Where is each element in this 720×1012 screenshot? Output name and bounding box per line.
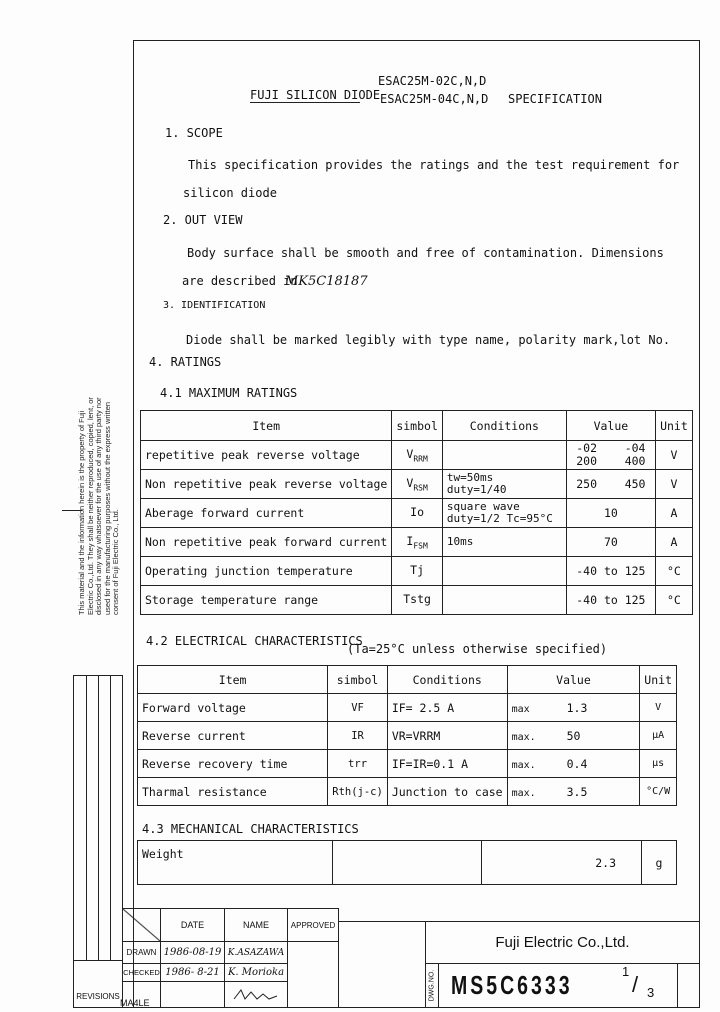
col-value: Value [566,411,655,441]
unit: V [655,470,692,499]
ident-heading: 3. IDENTIFICATION [163,300,266,311]
unit: μs [640,750,677,778]
table-row [141,586,693,615]
value: -02 -04 200 400 [566,441,655,470]
value: max 1.3 [507,694,640,722]
table-row [138,722,677,750]
grid-cell [677,963,700,1008]
value: 10 [566,499,655,528]
max-ratings-table [140,410,693,615]
weight-value: 2.3 [482,841,642,885]
name-header: NAME [224,908,288,942]
outview-ref: MK5C18187 [285,274,368,289]
symbol: trr [328,750,388,778]
margin-mark [62,510,82,511]
title-left: FUJI SILICON DIODE [250,88,381,102]
blank-cell [338,921,426,1008]
weight-unit: g [642,841,677,885]
value: 70 [566,528,655,557]
drawing-number: MS5C6333 [451,970,573,1000]
table-row [141,499,693,528]
symbol: $V_{RSM}$ [392,470,443,499]
item: Storage temperature range [141,586,392,615]
blank-cell [160,981,225,1008]
value: max. 0.4 [507,750,640,778]
conditions: tw=50ms duty=1/40 [442,470,566,499]
item: Non repetitive peak reverse voltage [141,470,392,499]
approved-cell [287,941,339,1008]
item: Tharmal resistance [138,778,328,806]
dwg-number-cell [438,963,678,1008]
unit: A [655,499,692,528]
checked-name: K. Morioka [224,963,288,982]
revisions-label: REVISIONS [76,992,120,1001]
approved-header: APPROVED [287,908,339,942]
outview-line2: are described in [182,274,298,288]
unit: °C/W [640,778,677,806]
page-slash: / [632,972,639,997]
item: Reverse recovery time [138,750,328,778]
symbol: Tj [392,557,443,586]
item: Non repetitive peak forward current [141,528,392,557]
unit: V [640,694,677,722]
table-row [141,557,693,586]
electrical-table [137,665,677,806]
unit: A [655,528,692,557]
scope-line2: silicon diode [183,186,277,200]
electrical-note: (Ta=25°C unless otherwise specified) [347,642,608,656]
symbol: VF [328,694,388,722]
max-ratings-heading: 4.1 MAXIMUM RATINGS [160,386,298,400]
rev-line [110,675,111,960]
table-row [141,441,693,470]
symbol: Rth(j-c) [328,778,388,806]
outview-line1: Body surface shall be smooth and free of contamination. Dimensions [187,246,664,260]
item: repetitive peak reverse voltage [141,441,392,470]
unit: °C [655,557,692,586]
page-number: 1 [622,964,630,979]
model-2: ESAC25M-04C,N,D [380,92,489,106]
company-name: Fuji Electric Co.,Ltd. [425,921,700,964]
conditions: IF=IR=0.1 A [387,750,507,778]
table-row [141,528,693,557]
col-symbol: simbol [392,411,443,441]
col-item: Item [141,411,392,441]
conditions [442,586,566,615]
value: 250 450 [566,470,655,499]
col-unit: Unit [640,666,677,694]
rev-line [73,960,123,961]
table-row [138,778,677,806]
value: max. 3.5 [507,778,640,806]
dwg-label-cell [425,963,439,1008]
drawn-name: K.ASAZAWA [224,941,288,964]
title-underline [250,102,360,103]
col-value: Value [507,666,640,694]
col-conditions: Conditions [442,411,566,441]
drawn-date: 1986-08-19 [160,941,225,964]
col-symbol: simbol [328,666,388,694]
conditions: IF= 2.5 A [387,694,507,722]
model-1: ESAC25M-02C,N,D [378,74,487,88]
value: -40 to 125 [566,557,655,586]
table-row [138,694,677,722]
rev-line [98,675,99,960]
item: Operating junction temperature [141,557,392,586]
table-row [141,470,693,499]
symbol: Io [392,499,443,528]
weight-label: Weight [138,841,333,885]
table-row [138,750,677,778]
scope-line1: This specification provides the ratings and the test requirement for [188,158,680,172]
mechanical-table [137,840,677,885]
symbol: Tstg [392,586,443,615]
rev-line [86,675,87,960]
conditions [442,557,566,586]
date-header: DATE [160,908,225,942]
dwg-label: DWG.NO. [428,969,436,1002]
item: Aberage forward current [141,499,392,528]
title-right: SPECIFICATION [508,92,602,106]
item: Reverse current [138,722,328,750]
approval-signature [224,981,288,1008]
value: max. 50 [507,722,640,750]
conditions: square wave duty=1/2 Tc=95°C [442,499,566,528]
electrical-heading: 4.2 ELECTRICAL CHARACTERISTICS [146,634,363,648]
ratings-heading: 4. RATINGS [149,355,222,369]
col-unit: Unit [655,411,692,441]
outview-heading: 2. OUT VIEW [163,213,243,227]
ident-line1: Diode shall be marked legibly with type name, polarity mark,lot No. [186,333,671,347]
drawn-label: DRAWN [122,941,161,964]
footer-code: MA4LE [120,998,150,1008]
conditions: VR=VRRM [387,722,507,750]
item: Forward voltage [138,694,328,722]
side-notice: This material and the information herein is the property of Fuji Electric Co.,Ltd. They shall be neither reproduced, copied, lent, or disclosed in any way whatsoever for the use of any third party nor used for the manufacturing purposes without the express written consent of Fuji Electric Co., Ltd. [77,397,121,615]
diagonal-cell [122,908,161,942]
col-item: Item [138,666,328,694]
page-total: 3 [647,985,655,1000]
conditions [442,441,566,470]
symbol: $V_{RRM}$ [392,441,443,470]
checked-date: 1986- 8-21 [160,963,225,982]
conditions: 10ms [442,528,566,557]
symbol: $I_{FSM}$ [392,528,443,557]
symbol: IR [328,722,388,750]
col-conditions: Conditions [387,666,507,694]
checked-label: CHECKED [122,963,161,982]
unit: °C [655,586,692,615]
unit: μA [640,722,677,750]
unit: V [655,441,692,470]
value: -40 to 125 [566,586,655,615]
mechanical-heading: 4.3 MECHANICAL CHARACTERISTICS [142,822,359,836]
scope-heading: 1. SCOPE [165,126,223,140]
conditions: Junction to case [387,778,507,806]
